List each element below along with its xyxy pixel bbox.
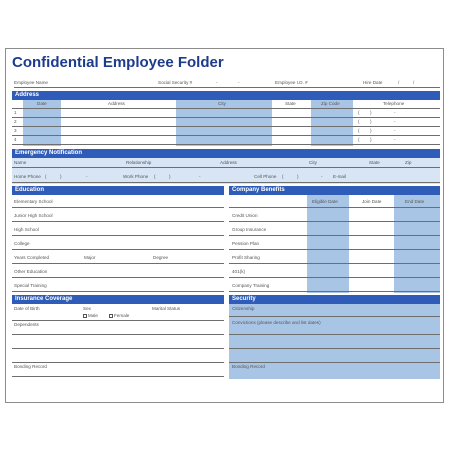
security-line bbox=[229, 334, 440, 335]
benefits-header: Company Benefits bbox=[229, 186, 440, 195]
cell-phone-label: Cell Phone bbox=[254, 174, 277, 179]
education-college: College bbox=[14, 241, 30, 246]
benefits-line bbox=[229, 221, 440, 222]
home-phone-paren-open: ( bbox=[45, 174, 47, 179]
benefits-col-join: Join Date bbox=[362, 199, 382, 204]
insurance-line bbox=[12, 334, 224, 335]
education-degree-label: Degree bbox=[153, 255, 169, 260]
home-phone-label: Home Phone bbox=[14, 174, 41, 179]
education-major-label: Major bbox=[84, 255, 96, 260]
address-header: Address bbox=[12, 91, 440, 100]
female-checkbox[interactable] bbox=[109, 314, 113, 318]
top-fields-line bbox=[14, 87, 440, 88]
address-col-state: State bbox=[285, 101, 296, 106]
ss-separator-1: - bbox=[216, 80, 218, 85]
benefit-profit-sharing: Profit Sharing bbox=[232, 255, 260, 260]
social-security-label: Social Security # bbox=[158, 80, 193, 85]
benefits-col-eligible: Eligible Date bbox=[312, 199, 338, 204]
hire-date-label: Hire Date bbox=[363, 80, 383, 85]
benefits-line bbox=[229, 235, 440, 236]
benefits-col-end: End Date bbox=[405, 199, 425, 204]
work-phone-dash: - bbox=[199, 174, 201, 179]
education-special-training: Special Training bbox=[14, 283, 47, 288]
page-title: Confidential Employee Folder bbox=[12, 54, 224, 71]
phone-dash: - bbox=[394, 137, 396, 142]
education-line bbox=[12, 291, 224, 292]
female-label: Female bbox=[114, 313, 130, 319]
benefits-line bbox=[229, 277, 440, 278]
employee-folder-form bbox=[5, 48, 444, 403]
education-line bbox=[12, 249, 224, 250]
education-line bbox=[12, 263, 224, 264]
address-col-city: City bbox=[218, 101, 226, 106]
education-line bbox=[12, 207, 224, 208]
address-row-line bbox=[12, 135, 440, 136]
education-junior-high: Junior High School bbox=[14, 213, 53, 218]
work-phone-label: Work Phone bbox=[123, 174, 149, 179]
ss-separator-2: - bbox=[238, 80, 240, 85]
benefits-line bbox=[229, 249, 440, 250]
email-label: E-mail bbox=[333, 174, 347, 179]
phone-paren-open: ( bbox=[358, 110, 360, 115]
security-line bbox=[229, 316, 440, 317]
benefits-line bbox=[229, 291, 440, 292]
phone-paren-close: ) bbox=[370, 137, 372, 142]
emergency-relationship-label: Relationship bbox=[126, 160, 152, 165]
emergency-state-label: State bbox=[369, 160, 380, 165]
security-line bbox=[229, 362, 440, 363]
date-of-birth-label: Date of Birth bbox=[14, 306, 40, 311]
insurance-line bbox=[12, 376, 224, 377]
emergency-name-label: Name bbox=[14, 160, 27, 165]
emergency-address-label: Address bbox=[220, 160, 237, 165]
address-zip-column bbox=[311, 100, 353, 146]
address-row-number: 4 bbox=[14, 137, 17, 142]
address-col-zip: Zip Code bbox=[321, 101, 340, 106]
address-col-address: Address bbox=[108, 101, 125, 106]
security-header: Security bbox=[229, 295, 440, 304]
cell-phone-paren-open: ( bbox=[282, 174, 284, 179]
address-row-line bbox=[12, 126, 440, 127]
address-row-number: 2 bbox=[14, 119, 17, 124]
phone-paren-close: ) bbox=[370, 128, 372, 133]
benefits-eligible-column bbox=[307, 195, 349, 293]
phone-dash: - bbox=[394, 110, 396, 115]
emergency-line bbox=[12, 182, 440, 183]
home-phone-paren-close: ) bbox=[60, 174, 62, 179]
work-phone-paren-close: ) bbox=[169, 174, 171, 179]
hire-date-sep-2: / bbox=[413, 80, 415, 85]
benefits-end-column bbox=[394, 195, 440, 293]
address-date-column bbox=[23, 100, 61, 146]
employee-id-label: Employee I.D. # bbox=[275, 80, 308, 85]
convictions-label: Convictions (please describe and list dates) bbox=[232, 320, 321, 325]
sex-label: Sex bbox=[83, 306, 91, 311]
phone-dash: - bbox=[394, 119, 396, 124]
marital-status-label: Marital Status bbox=[152, 306, 181, 311]
address-city-column bbox=[176, 100, 272, 146]
phone-dash: - bbox=[394, 128, 396, 133]
benefit-company-training: Company Training bbox=[232, 283, 270, 288]
citizenship-label: Citizenship bbox=[232, 306, 255, 311]
home-phone-dash: - bbox=[86, 174, 88, 179]
address-row-number: 3 bbox=[14, 128, 17, 133]
insurance-line bbox=[12, 362, 224, 363]
emergency-zip-label: Zip bbox=[405, 160, 412, 165]
phone-paren-open: ( bbox=[358, 128, 360, 133]
security-bonding-record-label: Bonding Record bbox=[232, 364, 265, 369]
employee-name-label: Employee Name bbox=[14, 80, 48, 85]
phone-paren-open: ( bbox=[358, 137, 360, 142]
male-option[interactable] bbox=[83, 314, 98, 319]
phone-paren-open: ( bbox=[358, 119, 360, 124]
cell-phone-dash: - bbox=[321, 174, 323, 179]
benefits-line bbox=[229, 207, 440, 208]
insurance-bonding-record-label: Bonding Record bbox=[14, 364, 47, 369]
work-phone-paren-open: ( bbox=[154, 174, 156, 179]
emergency-city-label: City bbox=[309, 160, 317, 165]
male-label: Male bbox=[88, 313, 98, 319]
insurance-header: Insurance Coverage bbox=[12, 295, 224, 304]
security-line bbox=[229, 348, 440, 349]
education-elementary: Elementary School bbox=[14, 199, 53, 204]
address-row-number: 1 bbox=[14, 110, 17, 115]
benefit-credit-union: Credit Union bbox=[232, 213, 258, 218]
insurance-line bbox=[12, 348, 224, 349]
education-line bbox=[12, 221, 224, 222]
insurance-line bbox=[12, 320, 224, 321]
education-high-school: High School bbox=[14, 227, 39, 232]
phone-paren-close: ) bbox=[370, 119, 372, 124]
emergency-line bbox=[12, 167, 440, 168]
phone-paren-close: ) bbox=[370, 110, 372, 115]
benefit-group-insurance: Group Insurance bbox=[232, 227, 267, 232]
address-col-date: Date bbox=[37, 101, 47, 106]
hire-date-sep-1: / bbox=[398, 80, 400, 85]
education-line bbox=[12, 277, 224, 278]
education-line bbox=[12, 235, 224, 236]
emergency-header: Emergency Notification bbox=[12, 149, 440, 158]
female-option[interactable] bbox=[109, 314, 129, 319]
address-row-line bbox=[12, 108, 440, 109]
education-years-completed: Years Completed bbox=[14, 255, 50, 260]
benefit-401k: 401(k) bbox=[232, 269, 246, 274]
education-other: Other Education bbox=[14, 269, 48, 274]
dependents-label: Dependents bbox=[14, 322, 39, 327]
address-col-telephone: Telephone bbox=[383, 101, 405, 106]
address-row-line bbox=[12, 144, 440, 145]
cell-phone-paren-close: ) bbox=[297, 174, 299, 179]
male-checkbox[interactable] bbox=[83, 314, 87, 318]
benefits-line bbox=[229, 263, 440, 264]
benefit-pension-plan: Pension Plan bbox=[232, 241, 260, 246]
address-row-line bbox=[12, 117, 440, 118]
education-header: Education bbox=[12, 186, 224, 195]
